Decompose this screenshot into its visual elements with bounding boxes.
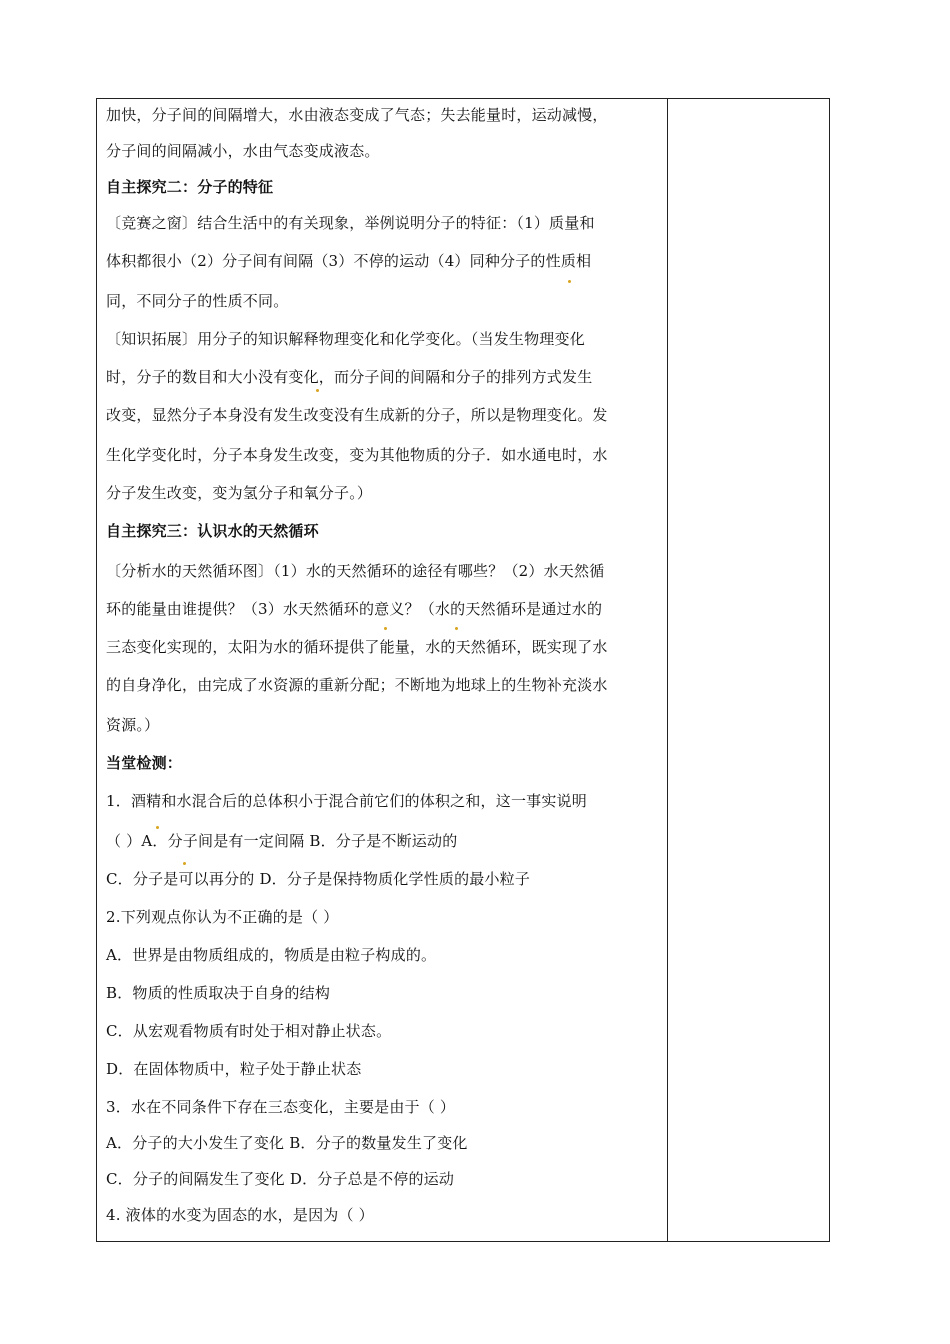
text-line: A．分子的大小发生了变化 B．分子的数量发生了变化 — [106, 1134, 468, 1152]
text-line: 〔分析水的天然循环图〕（1）水的天然循环的途径有哪些？（2）水天然循 — [106, 562, 605, 580]
ink-speck — [384, 627, 387, 630]
text-line: 资源。） — [106, 716, 160, 734]
section-heading: 当堂检测： — [106, 754, 183, 772]
text-line: 的自身净化，由完成了水资源的重新分配；不断地为地球上的生物补充淡水 — [106, 676, 608, 694]
text-line: 〔竞赛之窗〕结合生活中的有关现象，举例说明分子的特征：（1）质量和 — [106, 214, 595, 232]
text-line: C．从宏观看物质有时处于相对静止状态。 — [106, 1022, 392, 1040]
ink-speck — [156, 826, 159, 829]
text-line: 生化学变化时，分子本身发生改变，变为其他物质的分子．如水通电时，水 — [106, 446, 608, 464]
text-line: 4. 液体的水变为固态的水，是因为（ ） — [106, 1206, 374, 1224]
right-column — [668, 99, 830, 1241]
text-line: D．在固体物质中，粒子处于静止状态 — [106, 1060, 362, 1078]
text-line: 3．水在不同条件下存在三态变化，主要是由于（ ） — [106, 1098, 456, 1116]
text-line: C．分子是可以再分的 D．分子是保持物质化学性质的最小粒子 — [106, 870, 531, 888]
text-line: 加快，分子间的间隔增大，水由液态变成了气态；失去能量时，运动减慢， — [106, 106, 608, 124]
text-line: 改变，显然分子本身没有发生改变没有生成新的分子，所以是物理变化。发 — [106, 406, 608, 424]
ink-speck — [455, 627, 458, 630]
text-line: 环的能量由谁提供？（3）水天然循环的意义？（水的天然循环是通过水的 — [106, 600, 603, 618]
ink-speck — [568, 280, 571, 283]
text-line: B．物质的性质取决于自身的结构 — [106, 984, 331, 1002]
ink-speck — [316, 389, 319, 392]
section-heading: 自主探究二：分子的特征 — [106, 178, 274, 196]
text-line: 分子间的间隔减小，水由气态变成液态。 — [106, 142, 380, 160]
text-line: 分子发生改变，变为氢分子和氧分子。） — [106, 484, 373, 502]
text-line: 1．酒精和水混合后的总体积小于混合前它们的体积之和，这一事实说明 — [106, 792, 587, 810]
section-heading: 自主探究三：认识水的天然循环 — [106, 522, 319, 540]
text-line: 同，不同分子的性质不同。 — [106, 292, 289, 310]
text-line: 2.下列观点你认为不正确的是（ ） — [106, 908, 339, 926]
text-line: 〔知识拓展〕用分子的知识解释物理变化和化学变化。（当发生物理变化 — [106, 330, 585, 348]
text-line: 时，分子的数目和大小没有变化，而分子间的间隔和分子的排列方式发生 — [106, 368, 593, 386]
text-line: C．分子的间隔发生了变化 D．分子总是不停的运动 — [106, 1170, 455, 1188]
ink-speck — [183, 862, 186, 865]
text-line: 体积都很小（2）分子间有间隔（3）不停的运动（4）同种分子的性质相 — [106, 252, 592, 270]
text-line: A．世界是由物质组成的，物质是由粒子构成的。 — [106, 946, 437, 964]
text-line: （ ）A．分子间是有一定间隔 B．分子是不断运动的 — [106, 832, 458, 850]
page-table — [96, 98, 830, 1242]
text-line: 三态变化实现的，太阳为水的循环提供了能量，水的天然循环，既实现了水 — [106, 638, 608, 656]
